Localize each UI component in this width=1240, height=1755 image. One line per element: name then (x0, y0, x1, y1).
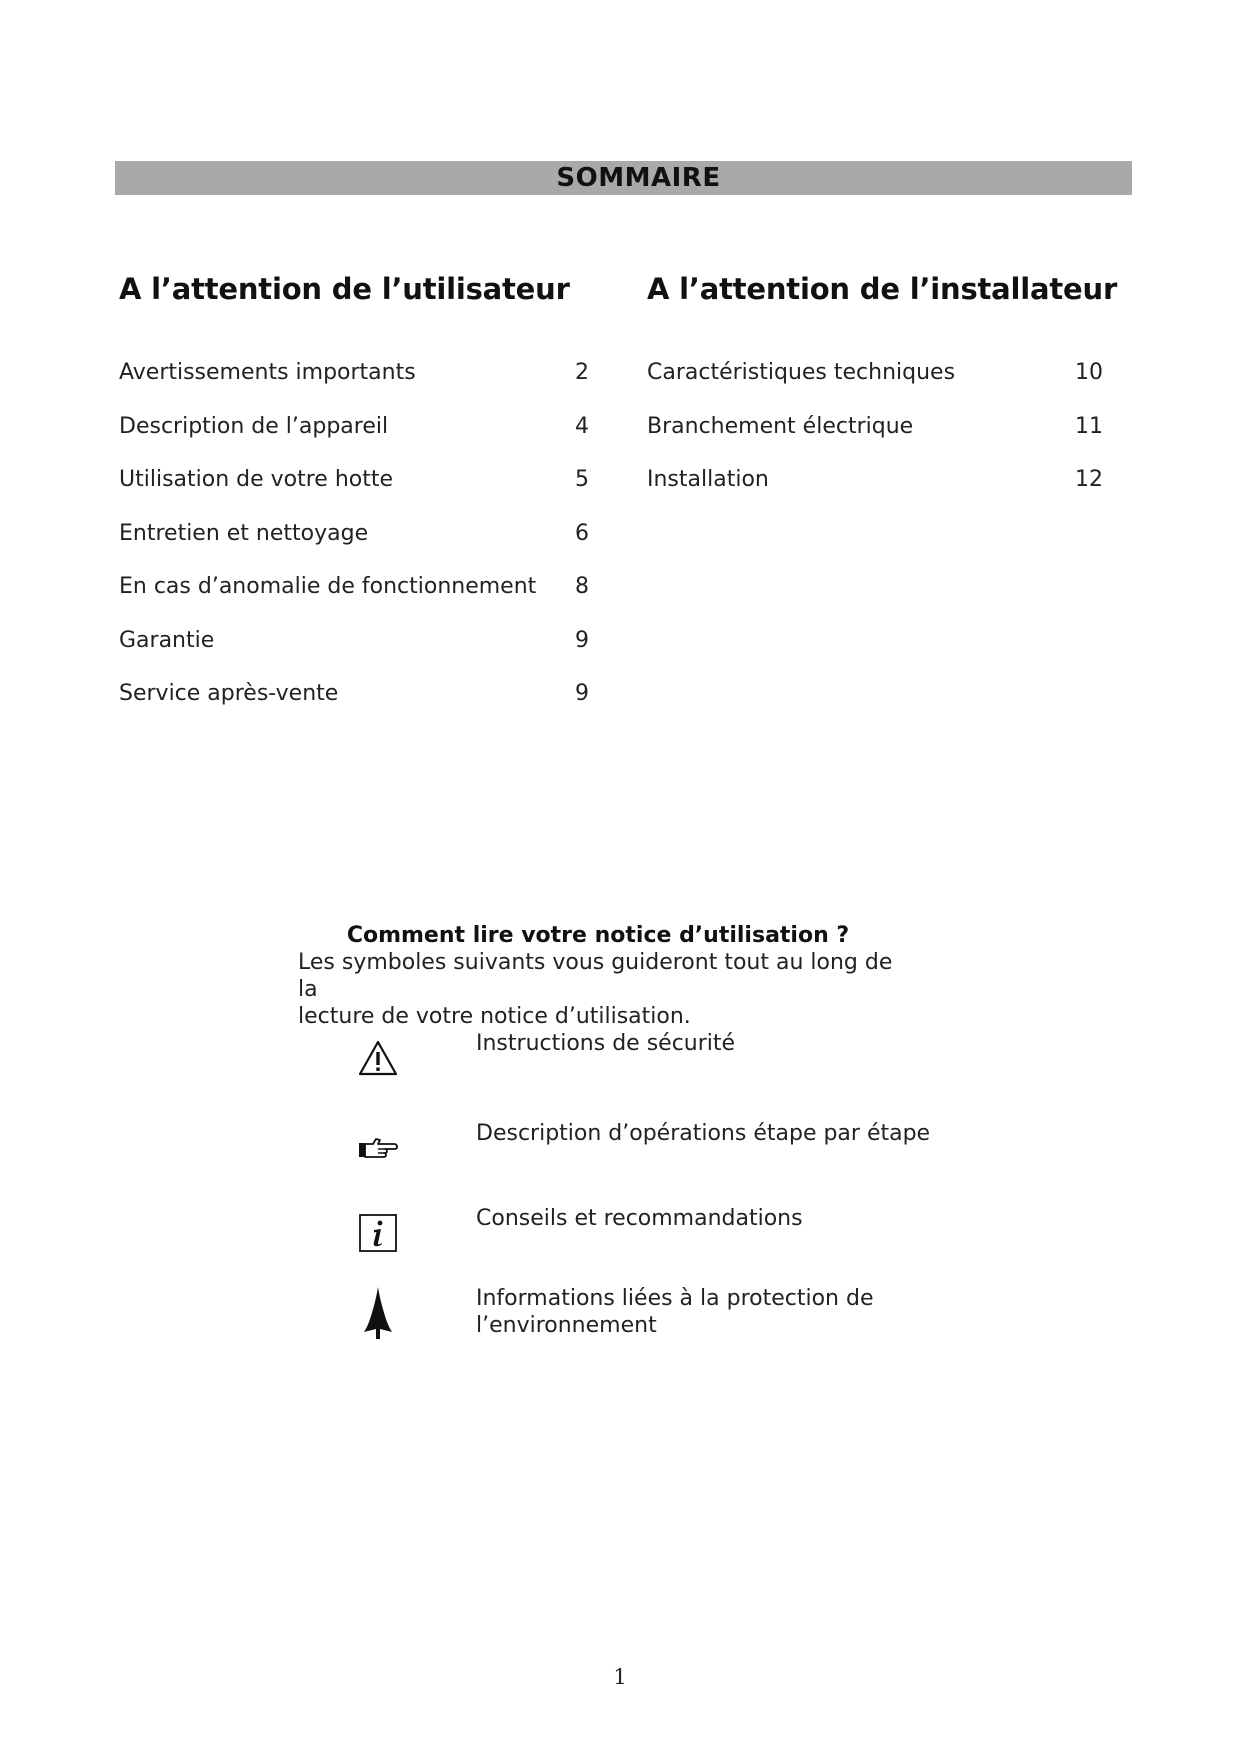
toc-entry-label: Garantie (119, 627, 215, 653)
symbol-label: Instructions de sécurité (476, 1031, 736, 1056)
toc-entry-label: En cas d’anomalie de fonctionnement (119, 574, 537, 599)
toc-entry (119, 414, 589, 468)
user-toc-list (119, 360, 589, 735)
symbol-row-environment (350, 1285, 874, 1341)
symbol-row-steps (350, 1120, 931, 1176)
user-section-heading: A l’attention de l’utilisateur (119, 272, 570, 306)
document-title: SOMMAIRE (556, 163, 721, 193)
page-number: 1 (613, 1665, 627, 1689)
toc-entry (119, 628, 589, 682)
tree-icon (350, 1285, 406, 1341)
toc-entry-label: Caractéristiques techniques (647, 360, 956, 385)
pointing-hand-icon (350, 1120, 406, 1176)
toc-entry (119, 467, 589, 521)
toc-entry-page: 5 (575, 467, 589, 492)
title-bar (115, 161, 1132, 195)
toc-entry-page: 8 (575, 574, 589, 599)
toc-entry (119, 360, 589, 414)
installer-section-heading: A l’attention de l’installateur (647, 272, 1118, 306)
symbol-label (476, 1285, 936, 1339)
toc-entry-label: Installation (647, 467, 769, 492)
toc-entry (119, 681, 589, 735)
toc-entry-page: 11 (1075, 413, 1103, 439)
reading-guide (298, 922, 898, 1030)
toc-entry-label: Branchement électrique (647, 413, 914, 439)
toc-entry-page: 12 (1075, 467, 1103, 492)
symbol-label-line2: l’environnement (476, 1313, 657, 1338)
symbol-label: Conseils et recommandations (476, 1206, 803, 1231)
symbol-row-tips (350, 1205, 803, 1261)
toc-entry (647, 360, 1103, 414)
toc-entry-page: 4 (575, 413, 589, 439)
symbol-row-safety (350, 1030, 736, 1086)
symbol-label: Description d’opérations étape par étape (476, 1121, 931, 1146)
toc-entry-label: Avertissements importants (119, 360, 416, 385)
toc-entry-page: 6 (575, 520, 589, 546)
warning-triangle-icon (350, 1030, 406, 1086)
toc-entry-page: 2 (575, 360, 589, 385)
toc-entry-label: Entretien et nettoyage (119, 520, 369, 546)
toc-entry (647, 467, 1103, 521)
toc-entry-page: 9 (575, 681, 589, 706)
info-box-icon (350, 1205, 406, 1261)
toc-entry-label: Utilisation de votre hotte (119, 467, 394, 492)
reading-guide-intro-line1: Les symboles suivants vous guideront tout au long de la (298, 950, 893, 1002)
toc-entry-label: Service après-vente (119, 681, 339, 706)
toc-entry-page: 10 (1075, 360, 1103, 385)
reading-guide-intro-line2: lecture de votre notice d’utilisation. (298, 1004, 691, 1029)
toc-entry (119, 574, 589, 628)
symbol-label-line1: Informations liées à la protection de (476, 1286, 874, 1311)
toc-entry (119, 521, 589, 575)
toc-entry-label: Description de l’appareil (119, 413, 389, 439)
toc-entry-page: 9 (575, 627, 589, 653)
reading-guide-title: Comment lire votre notice d’utilisation ? (346, 923, 850, 948)
installer-toc-list (647, 360, 1103, 521)
toc-entry (647, 414, 1103, 468)
